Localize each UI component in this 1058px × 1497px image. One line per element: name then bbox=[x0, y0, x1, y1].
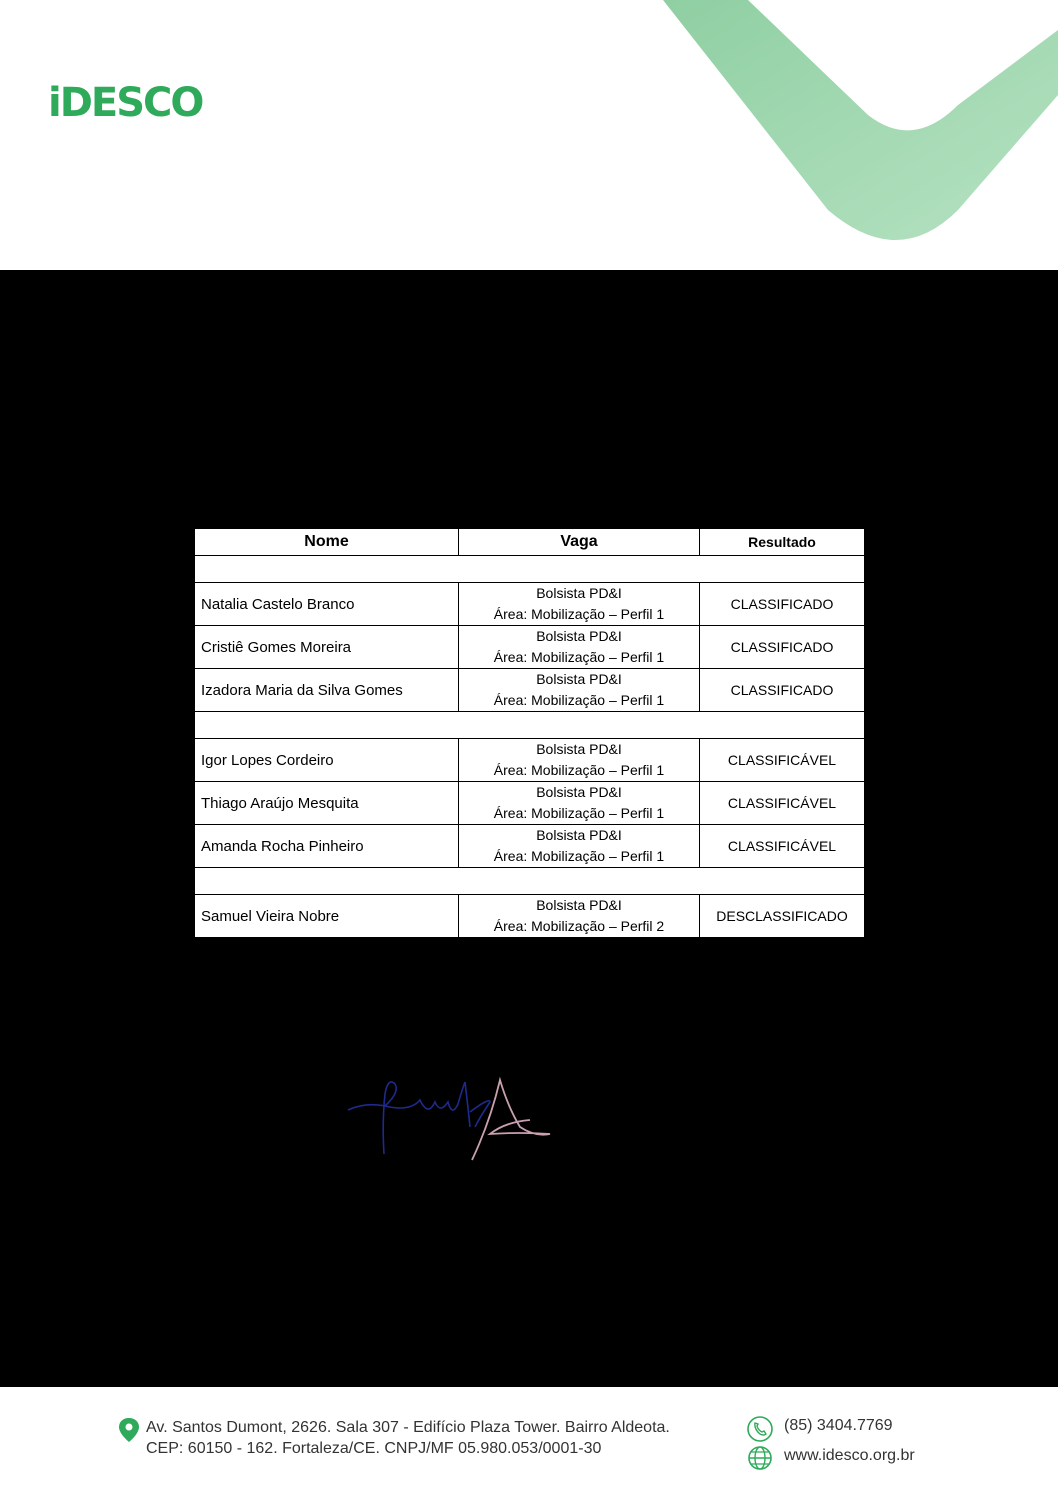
cell-vaga bbox=[459, 626, 700, 669]
header-vaga: Vaga bbox=[459, 529, 700, 556]
cell-resultado: CLASSIFICADO bbox=[700, 669, 865, 712]
footer-phone: (85) 3404.7769 bbox=[784, 1417, 893, 1434]
table-header-row bbox=[195, 529, 865, 556]
group-spacer-row bbox=[195, 868, 865, 895]
vaga-line-1: Bolsista PD&I bbox=[536, 784, 622, 800]
cell-resultado: CLASSIFICADO bbox=[700, 626, 865, 669]
vaga-line-1: Bolsista PD&I bbox=[536, 585, 622, 601]
footer-website: www.idesco.org.br bbox=[784, 1447, 915, 1464]
table-row bbox=[195, 669, 865, 712]
page-header bbox=[0, 0, 1058, 270]
cell-resultado: DESCLASSIFICADO bbox=[700, 895, 865, 938]
green-swoosh-decoration bbox=[658, 0, 1058, 260]
cell-nome: Izadora Maria da Silva Gomes bbox=[195, 669, 459, 712]
cell-resultado: CLASSIFICÁVEL bbox=[700, 825, 865, 868]
vaga-line-2: Área: Mobilização – Perfil 1 bbox=[493, 805, 665, 821]
cell-vaga bbox=[459, 825, 700, 868]
cell-vaga bbox=[459, 669, 700, 712]
vaga-line-1: Bolsista PD&I bbox=[536, 628, 622, 644]
vaga-line-1: Bolsista PD&I bbox=[536, 827, 622, 843]
vaga-line-2: Área: Mobilização – Perfil 1 bbox=[493, 606, 665, 622]
vaga-line-1: Bolsista PD&I bbox=[536, 897, 622, 913]
globe-icon bbox=[746, 1444, 774, 1472]
results-table bbox=[194, 528, 865, 938]
handwritten-signature bbox=[340, 1072, 560, 1167]
vaga-line-2: Área: Mobilização – Perfil 1 bbox=[493, 692, 665, 708]
cell-nome: Samuel Vieira Nobre bbox=[195, 895, 459, 938]
idesco-logo bbox=[48, 80, 203, 126]
page-footer bbox=[0, 1387, 1058, 1497]
table-row bbox=[195, 583, 865, 626]
cell-nome: Amanda Rocha Pinheiro bbox=[195, 825, 459, 868]
address-line-2: CEP: 60150 - 162. Fortaleza/CE. CNPJ/MF 05.980.053/0001-30 bbox=[146, 1440, 602, 1457]
vaga-line-2: Área: Mobilização – Perfil 1 bbox=[493, 762, 665, 778]
vaga-line-2: Área: Mobilização – Perfil 2 bbox=[493, 918, 665, 934]
header-resultado: Resultado bbox=[700, 529, 865, 556]
group-spacer-cell bbox=[195, 556, 865, 583]
cell-vaga bbox=[459, 739, 700, 782]
vaga-line-1: Bolsista PD&I bbox=[536, 671, 622, 687]
table-row bbox=[195, 782, 865, 825]
cell-vaga bbox=[459, 895, 700, 938]
phone-icon bbox=[746, 1415, 774, 1443]
cell-vaga bbox=[459, 583, 700, 626]
cell-vaga bbox=[459, 782, 700, 825]
location-pin-icon bbox=[118, 1417, 140, 1443]
cell-nome: Cristiê Gomes Moreira bbox=[195, 626, 459, 669]
vaga-line-2: Área: Mobilização – Perfil 1 bbox=[493, 848, 665, 864]
logo-text: iDESCO bbox=[48, 80, 203, 126]
table-row bbox=[195, 825, 865, 868]
cell-nome: Igor Lopes Cordeiro bbox=[195, 739, 459, 782]
cell-nome: Natalia Castelo Branco bbox=[195, 583, 459, 626]
vaga-line-1: Bolsista PD&I bbox=[536, 741, 622, 757]
address-line-1: Av. Santos Dumont, 2626. Sala 307 - Edifício Plaza Tower. Bairro Aldeota. bbox=[146, 1419, 670, 1436]
header-nome: Nome bbox=[195, 529, 459, 556]
cell-nome: Thiago Araújo Mesquita bbox=[195, 782, 459, 825]
table-row bbox=[195, 739, 865, 782]
vaga-line-2: Área: Mobilização – Perfil 1 bbox=[493, 649, 665, 665]
cell-resultado: CLASSIFICÁVEL bbox=[700, 739, 865, 782]
group-spacer-row bbox=[195, 712, 865, 739]
cell-resultado: CLASSIFICADO bbox=[700, 583, 865, 626]
cell-resultado: CLASSIFICÁVEL bbox=[700, 782, 865, 825]
table-row bbox=[195, 626, 865, 669]
group-spacer-cell bbox=[195, 712, 865, 739]
table-body bbox=[195, 556, 865, 938]
group-spacer-cell bbox=[195, 868, 865, 895]
table-row bbox=[195, 895, 865, 938]
group-spacer-row bbox=[195, 556, 865, 583]
footer-address bbox=[146, 1417, 670, 1459]
